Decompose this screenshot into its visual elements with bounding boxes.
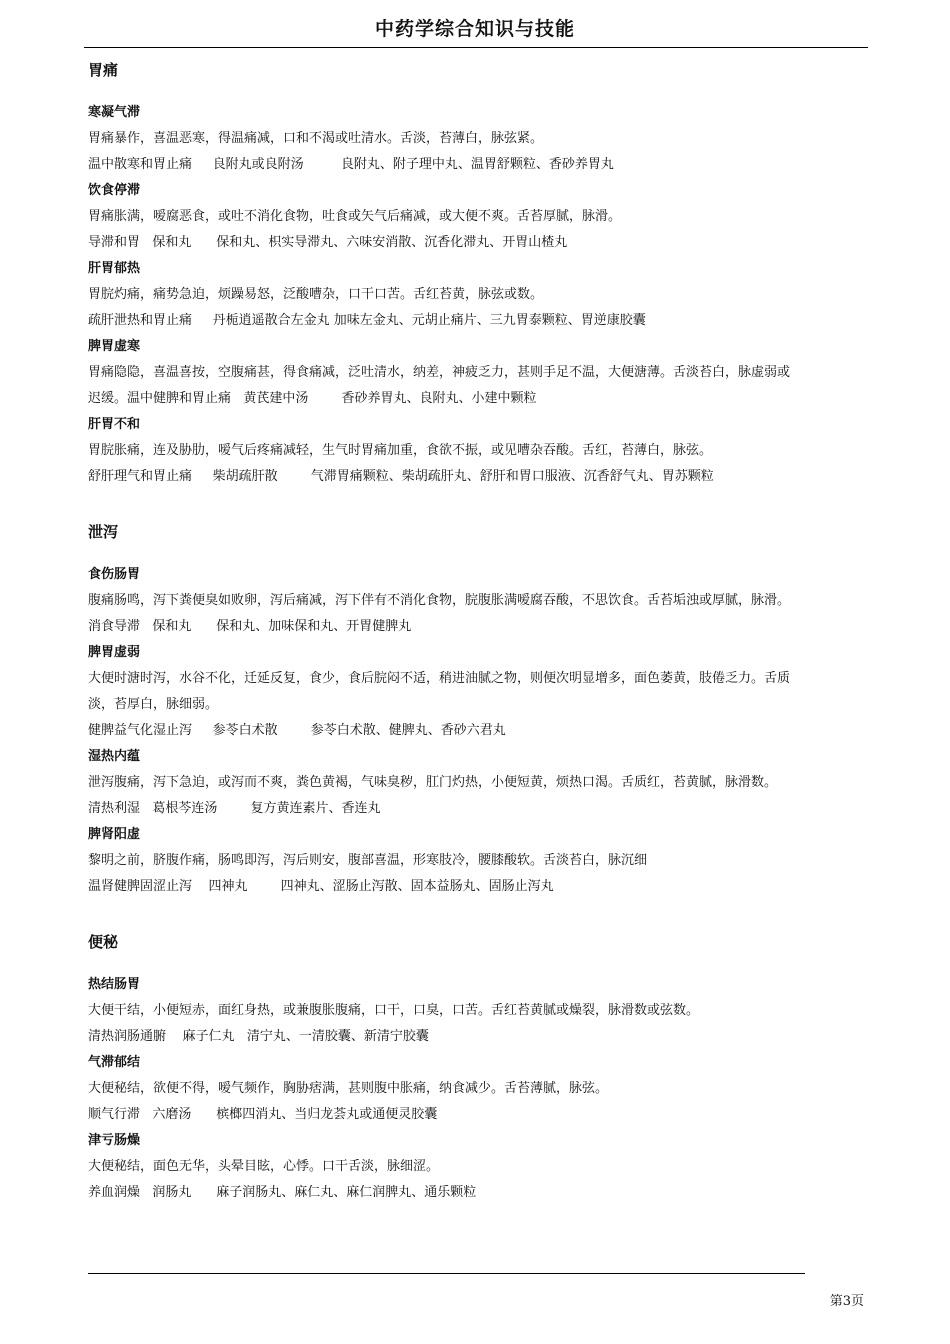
text-line: 大便秘结，欲便不得，嗳气频作，胸胁痞满，甚则腹中胀痛，纳食减少。舌苔薄腻，脉弦。 <box>88 1081 609 1096</box>
text-line: 迟缓。温中健脾和胃止痛 黄芪建中汤 香砂养胃丸、良附丸、小建中颗粒 <box>88 391 537 406</box>
syndrome-title: 肝胃郁热 <box>88 261 141 276</box>
text-line: 大便干结，小便短赤，面红身热，或兼腹胀腹痛，口干，口臭，口苦。舌红苔黄腻或燥裂，脉滑数或弦数。 <box>88 1003 700 1018</box>
section <box>88 522 864 900</box>
syndrome-title: 津亏肠燥 <box>88 1133 141 1148</box>
text-line: 健脾益气化湿止泻 参苓白术散 参苓白术散、健脾丸、香砂六君丸 <box>88 723 506 738</box>
syndrome-title: 肝胃不和 <box>88 417 141 432</box>
text-line: 疏肝泄热和胃止痛 丹栀逍遥散合左金丸 加味左金丸、元胡止痛片、三九胃泰颗粒、胃逆康胶囊 <box>88 313 646 328</box>
header-divider <box>84 47 868 48</box>
text-line: 养血润燥 润肠丸 麻子润肠丸、麻仁丸、麻仁润脾丸、通乐颗粒 <box>88 1185 477 1200</box>
text-line: 胃脘灼痛，痛势急迫，烦躁易怒，泛酸嘈杂，口干口苦。舌红苔黄，脉弦或数。 <box>88 287 544 302</box>
document-body <box>88 56 864 1206</box>
section-title: 胃痛 <box>88 61 119 79</box>
text-line: 淡，苔厚白，脉细弱。 <box>88 697 219 712</box>
text-line: 消食导滞 保和丸 保和丸、加味保和丸、开胃健脾丸 <box>88 619 412 634</box>
footer-divider <box>88 1273 805 1274</box>
page-number: 第3页 <box>829 1294 864 1309</box>
section <box>88 932 864 1206</box>
text-line: 清热润肠通腑 麻子仁丸 清宁丸、一清胶囊、新清宁胶囊 <box>88 1029 429 1044</box>
text-line: 舒肝理气和胃止痛 柴胡疏肝散 气滞胃痛颗粒、柴胡疏肝丸、舒肝和胃口服液、沉香舒气丸、胃苏颗粒 <box>88 469 714 484</box>
text-line: 黎明之前，脐腹作痛，肠鸣即泻，泻后则安，腹部喜温，形寒肢冷，腰膝酸软。舌淡苔白，脉沉细 <box>88 853 648 868</box>
section-title: 便秘 <box>88 933 119 951</box>
text-line: 导滞和胃 保和丸 保和丸、枳实导滞丸、六味安消散、沉香化滞丸、开胃山楂丸 <box>88 235 568 250</box>
text-line: 顺气行滞 六磨汤 槟榔四消丸、当归龙荟丸或通便灵胶囊 <box>88 1107 438 1122</box>
syndrome-title: 脾肾阳虚 <box>88 827 141 842</box>
text-line: 胃脘胀痛，连及胁肋，嗳气后疼痛减轻，生气时胃痛加重，食欲不振，或见嘈杂吞酸。舌红，苔薄白，脉弦。 <box>88 443 713 458</box>
text-line: 泄泻腹痛，泻下急迫，或泻而不爽，粪色黄褐，气味臭秽，肛门灼热，小便短黄，烦热口渴。舌质红，苔黄腻，脉滑数。 <box>88 775 778 790</box>
syndrome-title: 饮食停滞 <box>88 183 141 198</box>
section <box>88 60 864 490</box>
section-title: 泄泻 <box>88 523 119 541</box>
syndrome-title: 食伤肠胃 <box>88 567 141 582</box>
text-line: 大便时溏时泻，水谷不化，迁延反复，食少，食后脘闷不适，稍进油腻之物，则便次明显增多，面色萎黄，肢倦乏力。舌质 <box>88 671 791 686</box>
text-line: 腹痛肠鸣，泻下粪便臭如败卵，泻后痛减，泻下伴有不消化食物，脘腹胀满嗳腐吞酸，不思饮食。舌苔垢浊或厚腻，脉滑。 <box>88 593 791 608</box>
text-line: 胃痛隐隐，喜温喜按，空腹痛甚，得食痛减，泛吐清水，纳差，神疲乏力，甚则手足不温，大便溏薄。舌淡苔白，脉虚弱或 <box>88 365 791 380</box>
text-line: 温中散寒和胃止痛 良附丸或良附汤 良附丸、附子理中丸、温胃舒颗粒、香砂养胃丸 <box>88 157 614 172</box>
section-gap <box>88 900 864 928</box>
text-line: 清热利湿 葛根芩连汤 复方黄连素片、香连丸 <box>88 801 381 816</box>
text-line: 胃痛胀满，嗳腐恶食，或吐不消化食物，吐食或矢气后痛减，或大便不爽。舌苔厚腻，脉滑。 <box>88 209 622 224</box>
section-gap <box>88 490 864 518</box>
syndrome-title: 湿热内蕴 <box>88 749 141 764</box>
text-line: 胃痛暴作，喜温恶寒，得温痛减，口和不渴或吐清水。舌淡，苔薄白，脉弦紧。 <box>88 131 544 146</box>
syndrome-title: 脾胃虚寒 <box>88 339 141 354</box>
syndrome-title: 气滞郁结 <box>88 1055 141 1070</box>
syndrome-title: 脾胃虚弱 <box>88 645 141 660</box>
page-header-title: 中药学综合知识与技能 <box>374 18 575 40</box>
text-line: 温肾健脾固涩止泻 四神丸 四神丸、涩肠止泻散、固本益肠丸、固肠止泻丸 <box>88 879 554 894</box>
syndrome-title: 寒凝气滞 <box>88 105 141 120</box>
text-line: 大便秘结，面色无华，头晕目眩，心悸。口干舌淡，脉细涩。 <box>88 1159 440 1174</box>
syndrome-title: 热结肠胃 <box>88 977 141 992</box>
